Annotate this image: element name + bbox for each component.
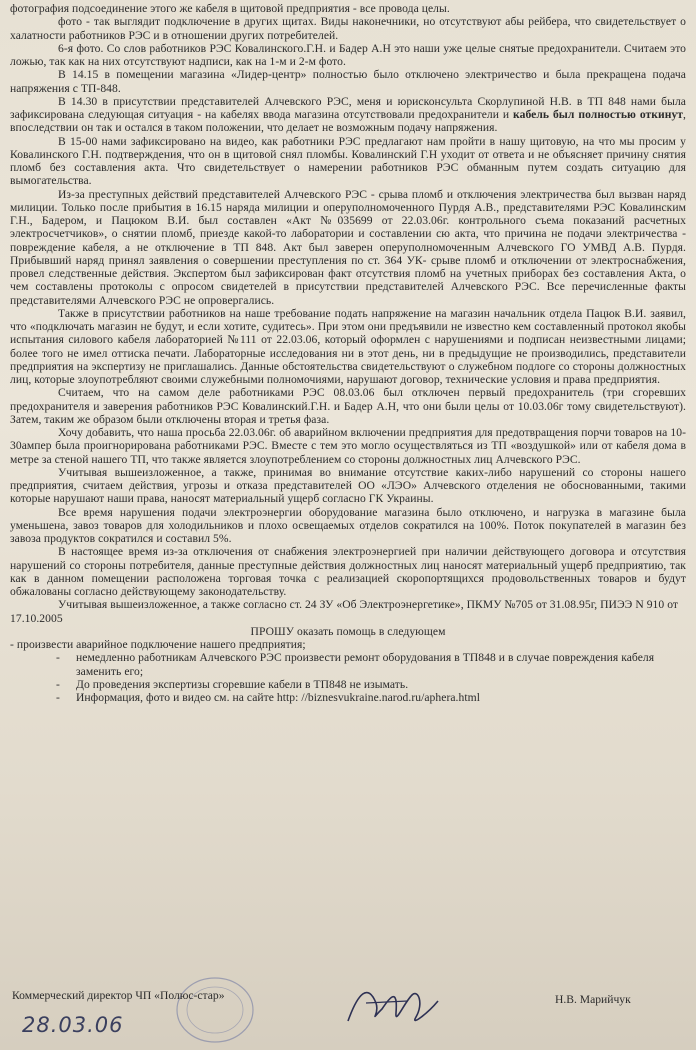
paragraph-text: В настоящее время из-за отключения от снабжения электроэнергией при наличии действующего договора и отсутствия нарушений со стороны потребителя, данные преступные действия должностных лиц наносят материальный ущерб предприятию, так как в данном помещении расположена торговая точка с реализацией скоропортящихся продовольственных товаров и будут обжалованы согласно действующему законодательству. bbox=[10, 545, 686, 598]
paragraph bbox=[10, 386, 686, 426]
request-item: - произвести аварийное подключение нашего предприятия; bbox=[10, 638, 306, 651]
paragraph-text: В 15-00 нами зафиксировано на видео, как работники РЭС предлагают нам пройти в нашу щитовую, на что мы просим у Ковалинского Г.Н. подтверждения, что он в щитовой снял пломбы. Ковалинский Г.Н уходит от ответа и не объясняет причину снятия пломб без составления акта. Что свидетельствует о намерении работников РЭС обманным путем создать ситуацию для вымогательства. bbox=[10, 134, 686, 188]
handwritten-date: 28.03.06 bbox=[22, 1013, 124, 1037]
paragraph-text: Считаем, что на самом деле работниками РЭС 08.03.06 был отключен первый предохранитель (три сгоревших предохранителя и заверения работников РЭС Ковалинский.Г.Н. и Бадер А.Н, что они были целы от 10.03.06г тому свидетельствуют). Затем, таким же образом были отключены вторая и третья фаза. bbox=[10, 386, 686, 426]
paragraph-text: Из-за преступных действий представителей Алчевского РЭС - срыва пломб и отключения электричества был вызван наряд милиции. Только после прибытия в 16.15 наряда милиции и оперуполномоченного Пурдя А.В., представителями РЭС Ковалинским Г.Н., Бадером, и Пацюком В.И. был составлен «Акт №035699 от 22.03.06г. контрольного съема показаний расчетных электросчетчиков», о снятии пломб, приезде какой-то лаборатории и составлении сю акта, что причина не подачи электричества - повреждение кабеля, а не отключение в ТП 848. Акт был заверен оперуполномоченным Алчевского ГО УМВД А.В. Пурдя. Прибывший наряд принял заявления о совершении преступления по ст. 364 УК- срыве пломб и отключении от электроснабжения, провел следственные действия. Экспертом был зафиксирован факт отсутствия пломб на учетных приборах без составления Акта, о чем составлены протоколы с опросом свидетелей в присутствии представителей Алчевского РЭС. Все перечисленные факты представителями Алчевского РЭС не опровергались. bbox=[10, 187, 686, 307]
paragraph-text: 6-я фото. Со слов работников РЭС Ковалинского.Г.Н. и Бадер А.Н это наши уже целые снятые предохранители. Считаем это ложью, так как на них отсутствуют надписи, как на 1-м и 2-м фото. bbox=[10, 41, 686, 68]
paragraph-text: В 14.15 в помещении магазина «Лидер-центр» полностью было отключено электричество и была прекращена подача напряжения с ТП-848. bbox=[10, 68, 686, 95]
paragraph-text: Также в присутствии работников на наше требование подать напряжение на магазин начальник отдела Пацюк В.И. заявил, что «подключать магазин не будут, и если хотите, судитесь». При этом они предъявили не известно кем составленный протокол якобы испытания силового кабеля лабораторией №111 от 22.03.06, который оформлен с нарушениями и подписан неизвестными лицами; более того не имел оттиска печати. Лабораторные исследования ни в этот день, ни в предыдущие не производились, представители предприятия на экспертизу не приглашались. Данные обстоятельства свидетельствуют о служебном подлоге со стороны должностных лиц, которые злоупотребляют своими служебными полномочиями, нарушают договор, технические условия и права предприятия. bbox=[10, 306, 686, 386]
paragraph-text: фотография подсоединение этого же кабеля в щитовой предприятия - все провода целы. bbox=[10, 2, 450, 15]
request-list bbox=[10, 638, 686, 704]
paragraph bbox=[10, 598, 686, 625]
paragraph bbox=[10, 426, 686, 466]
signatory-name: Н.В. Марийчук bbox=[555, 993, 631, 1006]
paragraph bbox=[10, 506, 686, 546]
paragraph-text: В 14.30 в присутствии представителей Алчевского РЭС, меня и юрисконсульта Скорлупиной Н.В. в ТП 848 нами была зафиксирована следующая ситуация - на кабелях ввода магазина отсутствовали предохранители и bbox=[10, 94, 686, 121]
paragraph bbox=[10, 68, 686, 95]
request-item: - До проведения экспертизы сгоревшие кабели в ТП848 не изымать. bbox=[10, 678, 686, 691]
paragraph bbox=[10, 466, 686, 506]
paragraph bbox=[10, 188, 686, 307]
paragraph bbox=[10, 95, 686, 135]
paragraph-text: Учитывая вышеизложенное, а также согласно ст. 24 ЗУ «Об Электроэнергетике», ПКМУ №705 от 31.08.95г, ПИЭЭ N 910 от 17.10.2005 bbox=[10, 598, 679, 625]
paragraph bbox=[10, 15, 686, 42]
paragraph-text: , впоследствии он так и остался в таком положении, что делает не возможным подачу напряжения. bbox=[10, 108, 686, 135]
paragraph bbox=[10, 42, 686, 69]
paragraph-text: Учитывая вышеизложенное, а также, принимая во внимание отсутствие каких-либо нарушений со стороны нашего предприятия, считаем действия, угрозы и отказа представителей ОО «ЛЭО» Алчевского отделения не обоснованными, такими которые нарушают наши права, наносят материальный ущерб согласно ГК Украины. bbox=[10, 465, 686, 506]
paragraph-text: Хочу добавить, что наша просьба 22.03.06г. об аварийном включении предприятия для предотвращения порчи товаров на 10-30ампер была проигнорирована работниками РЭС. Вместе с тем это могло осуществляться из ТП «воздушкой» или от кабеля дома в метре за стеной нашего ТП, что также является злоупотреблением со стороны должностных лиц Алчевского РЭС. bbox=[10, 426, 686, 466]
document-body bbox=[10, 2, 686, 704]
paragraph bbox=[10, 135, 686, 188]
request-title: ПРОШУ оказать помощь в следующем bbox=[250, 624, 446, 638]
paragraph bbox=[10, 307, 686, 387]
bold-phrase: кабель был полностью откинут bbox=[513, 108, 684, 121]
request-item: - Информация, фото и видео см. на сайте http: //biznesvukraine.narod.ru/aphera.html bbox=[10, 691, 686, 704]
director-title: Коммерческий директор ЧП «Полюс-стар» bbox=[12, 989, 225, 1002]
paragraph-text: Все время нарушения подачи электроэнергии оборудование магазина было отключено, и нагрузка в магазине была уменьшена, завоз товаров для холодильников и плохо освещаемых отделов сократился на 100%. Поток покупателей в магазин без завоза продуктов сократился и составил 5%. bbox=[10, 505, 686, 545]
paragraph bbox=[10, 2, 686, 15]
paragraph bbox=[10, 545, 686, 598]
paragraph-text: фото - так выглядит подключение в других щитах. Виды наконечники, но отсутствуют абы рейбера, что свидетельствует о халатности работников РЭС и в отношении других потребителей. bbox=[10, 15, 686, 42]
handwritten-signature bbox=[338, 973, 448, 1033]
request-item: - немедленно работникам Алчевского РЭС произвести ремонт оборудования в ТП848 и в случае повреждения кабеля заменить его; bbox=[10, 651, 686, 678]
